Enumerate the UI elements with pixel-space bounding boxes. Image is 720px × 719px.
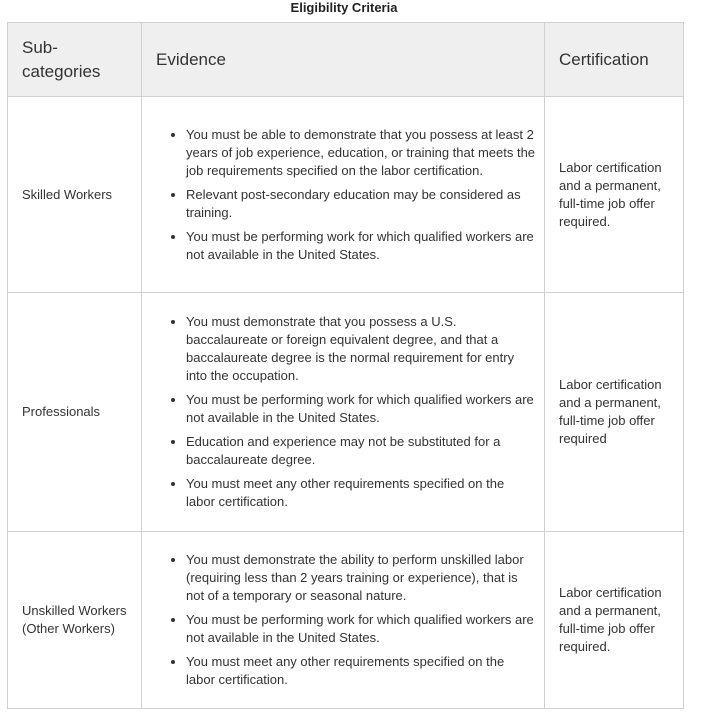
certification-cell: Labor certification and a permanent, full-time job offer required.: [545, 532, 684, 709]
header-evidence: Evidence: [142, 23, 545, 97]
table-row-skilled-workers: [8, 97, 684, 293]
evidence-cell: [142, 293, 545, 532]
header-certification: Certification: [545, 23, 684, 97]
evidence-cell: [142, 97, 545, 293]
eligibility-table: [7, 22, 684, 709]
evidence-item: • You must meet any other requirements specified on the labor certification.: [186, 475, 536, 511]
evidence-item: • You must be able to demonstrate that you possess at least 2 years of job experience, education, or training that meets the job requirements specified on the labor certification.: [186, 126, 536, 180]
evidence-item: • You must demonstrate that you possess a U.S. baccalaureate or foreign equivalent degree, and that a baccalaureate degree is the normal requirement for entry into the occupation.: [186, 313, 536, 385]
evidence-item: • Relevant post-secondary education may be considered as training.: [186, 186, 536, 222]
table-header-row: [8, 23, 684, 97]
table-row-unskilled-workers: [8, 532, 684, 709]
evidence-item: • You must meet any other requirements specified on the labor certification.: [186, 653, 536, 689]
subcategory-cell: Unskilled Workers (Other Workers): [8, 532, 142, 709]
evidence-list: [168, 551, 536, 689]
evidence-cell: [142, 532, 545, 709]
evidence-list: [168, 313, 536, 511]
certification-cell: Labor certification and a permanent, full-time job offer required.: [545, 97, 684, 293]
subcategory-cell: Professionals: [8, 293, 142, 532]
subcategory-cell: Skilled Workers: [8, 97, 142, 293]
table-caption: Eligibility Criteria: [290, 0, 398, 15]
evidence-item: • You must be performing work for which qualified workers are not available in the United States.: [186, 611, 536, 647]
evidence-item: • You must be performing work for which qualified workers are not available in the United States.: [186, 228, 536, 264]
evidence-item: • You must be performing work for which qualified workers are not available in the United States.: [186, 391, 536, 427]
evidence-item: • You must demonstrate the ability to perform unskilled labor (requiring less than 2 years training or experience), that is not of a temporary or seasonal nature.: [186, 551, 536, 605]
table-row-professionals: [8, 293, 684, 532]
certification-cell: Labor certification and a permanent, full-time job offer required: [545, 293, 684, 532]
evidence-item: • Education and experience may not be substituted for a baccalaureate degree.: [186, 433, 536, 469]
header-subcategories: Sub-categories: [8, 23, 142, 97]
evidence-list: [168, 126, 536, 264]
